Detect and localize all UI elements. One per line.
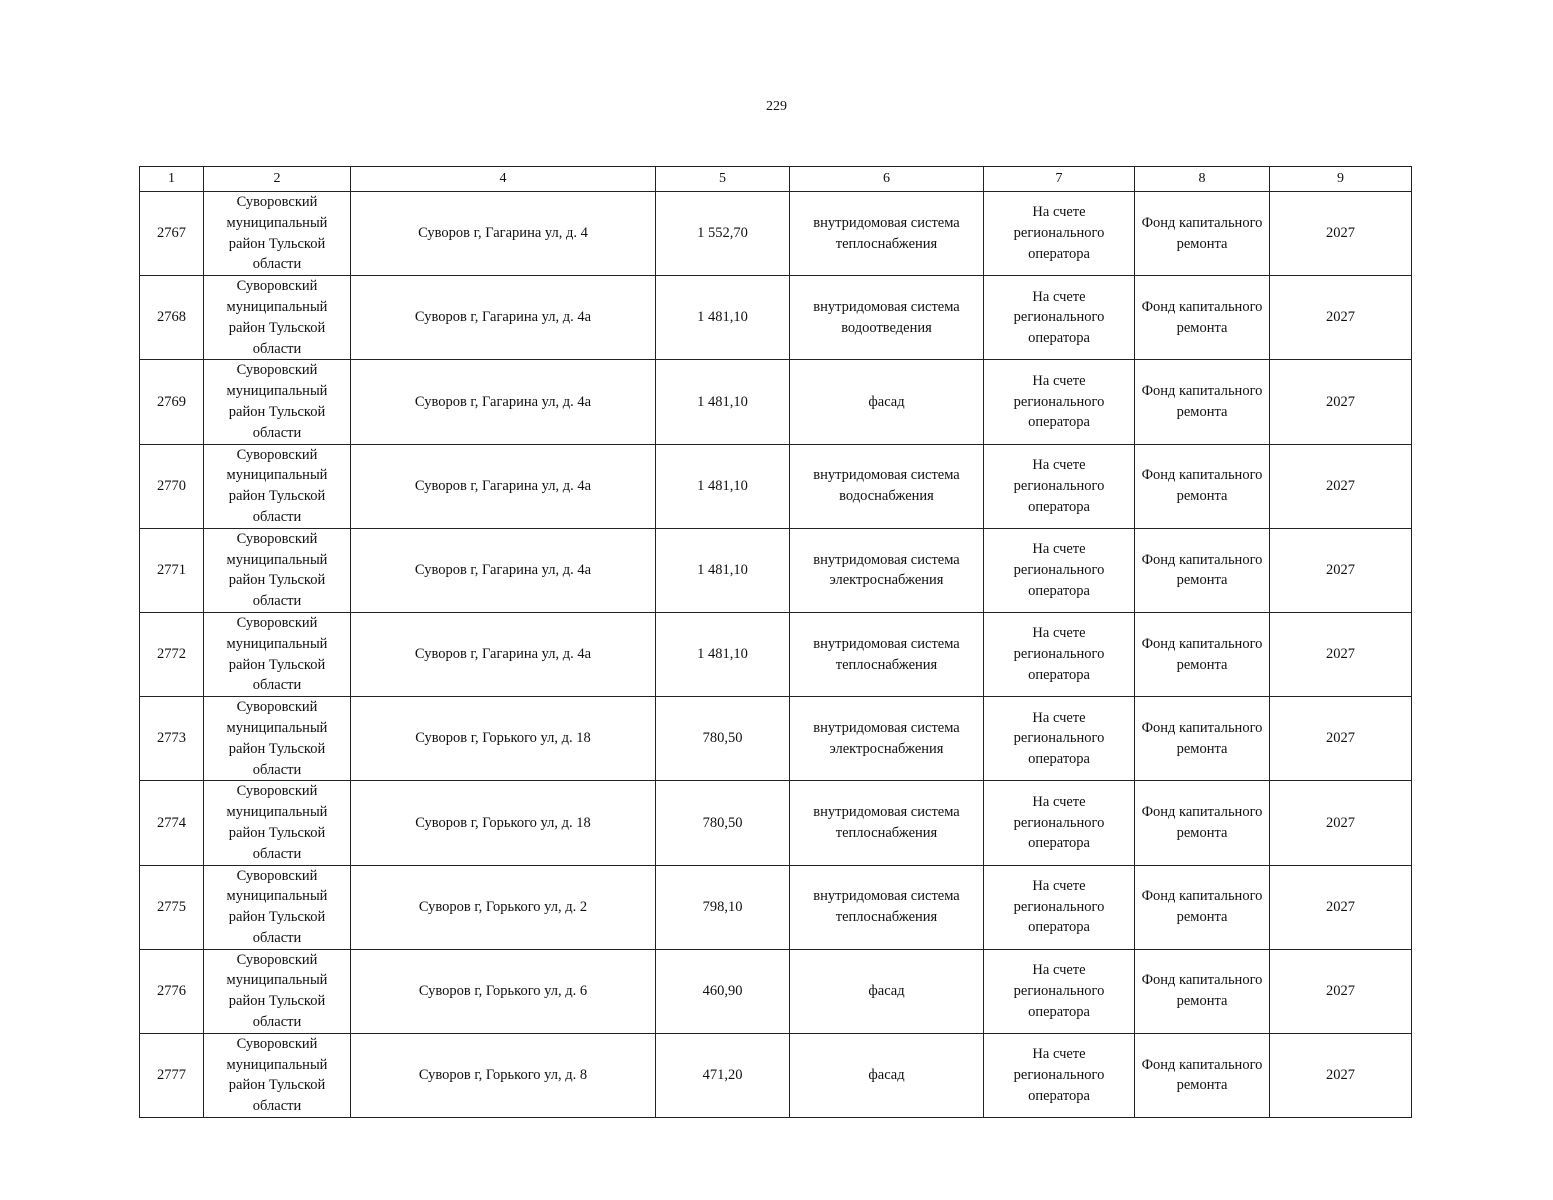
address-cell: Суворов г, Горького ул, д. 6	[351, 949, 656, 1033]
funding-source-cell: Фонд капитального ремонта	[1135, 444, 1270, 528]
municipality-cell: Суворовский муниципальный район Тульской области	[204, 697, 351, 781]
area-cell: 471,20	[656, 1033, 790, 1117]
work-type-cell: внутридомовая система электроснабжения	[790, 697, 984, 781]
account-method-cell: На счете регионального оператора	[984, 949, 1135, 1033]
address-cell: Суворов г, Гагарина ул, д. 4а	[351, 528, 656, 612]
table-row	[140, 192, 1412, 276]
row-number-cell: 2776	[140, 949, 204, 1033]
table-row	[140, 444, 1412, 528]
area-cell: 780,50	[656, 697, 790, 781]
address-cell: Суворов г, Гагарина ул, д. 4а	[351, 360, 656, 444]
year-cell: 2027	[1270, 444, 1412, 528]
column-header: 7	[984, 167, 1135, 192]
year-cell: 2027	[1270, 276, 1412, 360]
account-method-cell: На счете регионального оператора	[984, 360, 1135, 444]
municipality-cell: Суворовский муниципальный район Тульской области	[204, 781, 351, 865]
address-cell: Суворов г, Горького ул, д. 2	[351, 865, 656, 949]
funding-source-cell: Фонд капитального ремонта	[1135, 865, 1270, 949]
table-row	[140, 697, 1412, 781]
area-cell: 1 552,70	[656, 192, 790, 276]
year-cell: 2027	[1270, 360, 1412, 444]
row-number-cell: 2771	[140, 528, 204, 612]
column-header: 1	[140, 167, 204, 192]
area-cell: 1 481,10	[656, 276, 790, 360]
year-cell: 2027	[1270, 528, 1412, 612]
work-type-cell: внутридомовая система водоснабжения	[790, 444, 984, 528]
funding-source-cell: Фонд капитального ремонта	[1135, 949, 1270, 1033]
year-cell: 2027	[1270, 865, 1412, 949]
table-row	[140, 865, 1412, 949]
account-method-cell: На счете регионального оператора	[984, 444, 1135, 528]
year-cell: 2027	[1270, 781, 1412, 865]
work-type-cell: внутридомовая система электроснабжения	[790, 528, 984, 612]
table-row	[140, 612, 1412, 696]
row-number-cell: 2769	[140, 360, 204, 444]
municipality-cell: Суворовский муниципальный район Тульской области	[204, 276, 351, 360]
funding-source-cell: Фонд капитального ремонта	[1135, 192, 1270, 276]
work-type-cell: фасад	[790, 949, 984, 1033]
work-type-cell: внутридомовая система теплоснабжения	[790, 781, 984, 865]
funding-source-cell: Фонд капитального ремонта	[1135, 781, 1270, 865]
account-method-cell: На счете регионального оператора	[984, 528, 1135, 612]
municipality-cell: Суворовский муниципальный район Тульской области	[204, 528, 351, 612]
row-number-cell: 2777	[140, 1033, 204, 1117]
account-method-cell: На счете регионального оператора	[984, 1033, 1135, 1117]
work-type-cell: фасад	[790, 360, 984, 444]
account-method-cell: На счете регионального оператора	[984, 276, 1135, 360]
address-cell: Суворов г, Гагарина ул, д. 4а	[351, 612, 656, 696]
funding-source-cell: Фонд капитального ремонта	[1135, 276, 1270, 360]
funding-source-cell: Фонд капитального ремонта	[1135, 1033, 1270, 1117]
address-cell: Суворов г, Гагарина ул, д. 4а	[351, 276, 656, 360]
area-cell: 1 481,10	[656, 360, 790, 444]
area-cell: 1 481,10	[656, 528, 790, 612]
row-number-cell: 2775	[140, 865, 204, 949]
row-number-cell: 2774	[140, 781, 204, 865]
municipality-cell: Суворовский муниципальный район Тульской области	[204, 192, 351, 276]
column-header: 5	[656, 167, 790, 192]
capital-repair-table	[139, 166, 1412, 1118]
account-method-cell: На счете регионального оператора	[984, 781, 1135, 865]
table-row	[140, 781, 1412, 865]
area-cell: 780,50	[656, 781, 790, 865]
funding-source-cell: Фонд капитального ремонта	[1135, 612, 1270, 696]
row-number-cell: 2767	[140, 192, 204, 276]
address-cell: Суворов г, Горького ул, д. 18	[351, 781, 656, 865]
year-cell: 2027	[1270, 1033, 1412, 1117]
row-number-cell: 2770	[140, 444, 204, 528]
work-type-cell: фасад	[790, 1033, 984, 1117]
municipality-cell: Суворовский муниципальный район Тульской области	[204, 865, 351, 949]
work-type-cell: внутридомовая система теплоснабжения	[790, 192, 984, 276]
row-number-cell: 2772	[140, 612, 204, 696]
year-cell: 2027	[1270, 192, 1412, 276]
funding-source-cell: Фонд капитального ремонта	[1135, 528, 1270, 612]
year-cell: 2027	[1270, 949, 1412, 1033]
column-header: 4	[351, 167, 656, 192]
work-type-cell: внутридомовая система водоотведения	[790, 276, 984, 360]
work-type-cell: внутридомовая система теплоснабжения	[790, 612, 984, 696]
table-row	[140, 528, 1412, 612]
address-cell: Суворов г, Горького ул, д. 8	[351, 1033, 656, 1117]
column-header: 6	[790, 167, 984, 192]
address-cell: Суворов г, Гагарина ул, д. 4а	[351, 444, 656, 528]
funding-source-cell: Фонд капитального ремонта	[1135, 697, 1270, 781]
year-cell: 2027	[1270, 612, 1412, 696]
table-header	[140, 167, 1412, 192]
address-cell: Суворов г, Гагарина ул, д. 4	[351, 192, 656, 276]
account-method-cell: На счете регионального оператора	[984, 192, 1135, 276]
funding-source-cell: Фонд капитального ремонта	[1135, 360, 1270, 444]
area-cell: 1 481,10	[656, 444, 790, 528]
municipality-cell: Суворовский муниципальный район Тульской области	[204, 612, 351, 696]
column-header: 9	[1270, 167, 1412, 192]
column-header: 2	[204, 167, 351, 192]
year-cell: 2027	[1270, 697, 1412, 781]
area-cell: 1 481,10	[656, 612, 790, 696]
page-number: 229	[766, 99, 787, 114]
table-row	[140, 360, 1412, 444]
table-row	[140, 949, 1412, 1033]
column-header: 8	[1135, 167, 1270, 192]
table-row	[140, 276, 1412, 360]
account-method-cell: На счете регионального оператора	[984, 612, 1135, 696]
table-body	[140, 192, 1412, 1118]
municipality-cell: Суворовский муниципальный район Тульской области	[204, 360, 351, 444]
address-cell: Суворов г, Горького ул, д. 18	[351, 697, 656, 781]
table-row	[140, 1033, 1412, 1117]
header-row	[140, 167, 1412, 192]
row-number-cell: 2768	[140, 276, 204, 360]
area-cell: 460,90	[656, 949, 790, 1033]
municipality-cell: Суворовский муниципальный район Тульской области	[204, 1033, 351, 1117]
row-number-cell: 2773	[140, 697, 204, 781]
area-cell: 798,10	[656, 865, 790, 949]
account-method-cell: На счете регионального оператора	[984, 865, 1135, 949]
municipality-cell: Суворовский муниципальный район Тульской области	[204, 949, 351, 1033]
account-method-cell: На счете регионального оператора	[984, 697, 1135, 781]
work-type-cell: внутридомовая система теплоснабжения	[790, 865, 984, 949]
municipality-cell: Суворовский муниципальный район Тульской области	[204, 444, 351, 528]
